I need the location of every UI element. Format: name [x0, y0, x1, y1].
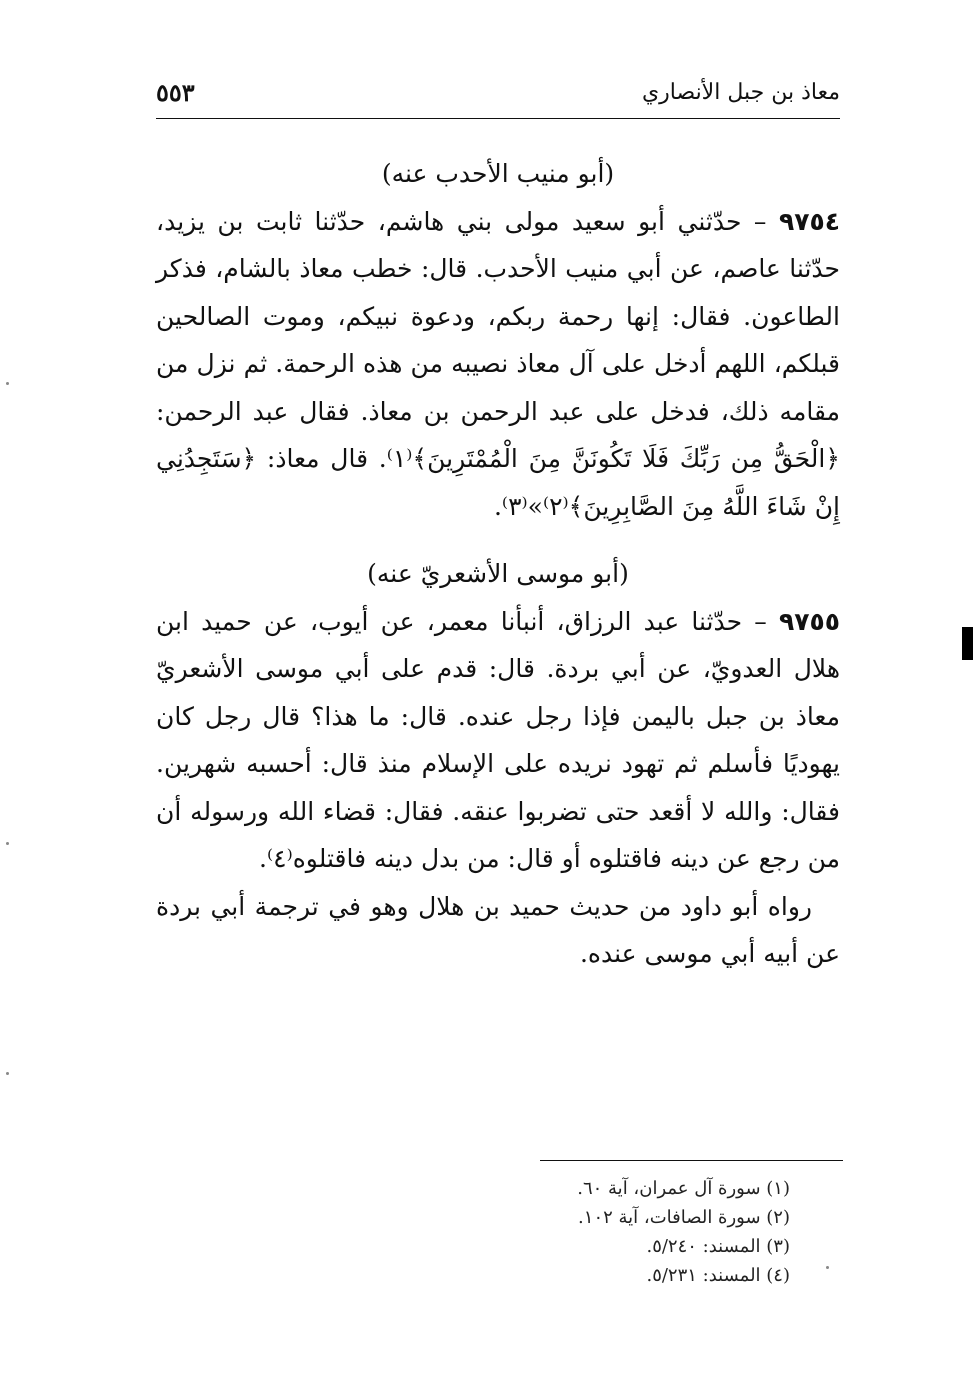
hadith-number: ٩٧٥٥ — [778, 606, 840, 636]
main-text — [156, 150, 840, 978]
scan-speck — [6, 1072, 9, 1075]
scan-speck — [6, 842, 9, 845]
footnote-separator — [540, 1160, 843, 1161]
footnote: (١) سورة آل عمران، آية ٦٠. — [577, 1178, 790, 1199]
closing-paragraph: رواه أبو داود من حديث حميد بن هلال وهو في ترجمة أبي بردة عن أبيه أبي موسى عنده. — [156, 891, 840, 968]
footnote: (٤) المسند: ٥/٢٣١. — [646, 1265, 790, 1286]
page-number: ٥٥٣ — [156, 78, 195, 107]
margin-marker — [962, 627, 973, 660]
running-header — [156, 74, 840, 119]
scan-speck — [6, 382, 9, 385]
header-title: معاذ بن جبل الأنصاري — [641, 80, 840, 105]
footnotes — [400, 1174, 790, 1290]
hadith-paragraph — [156, 198, 840, 531]
footnote: (٣) المسند: ٥/٢٤٠. — [646, 1236, 790, 1257]
scan-speck — [826, 1266, 829, 1269]
footnote: (٢) سورة الصافات، آية ١٠٢. — [578, 1207, 790, 1228]
section-heading: (أبو موسى الأشعريّ عنه) — [367, 559, 629, 588]
hadith-paragraph — [156, 598, 840, 883]
hadith-number: ٩٧٥٤ — [778, 206, 840, 236]
hadith-text: – حدّثنا عبد الرزاق، أنبأنا معمر، عن أيوب، عن حميد ابن هلال العدويّ، عن أبي بردة. قال: قدم على أبي موسى الأشعريّ معاذ بن جبل باليمن فإذا رجل عنده. قال: ما هذا؟ قال رجل كان يهوديًا فأسلم ثم تهود نريده على الإسلام منذ قال: أحسبه شهرين. فقال: والله لا أقعد حتى تضربوا عنقه. فقال: قضاء الله ورسوله أن من رجع عن دينه فاقتلوه أو قال: من بدل دينه فاقتلوه⁽٤⁾. — [156, 606, 840, 873]
section-heading: (أبو منيب الأحدب عنه) — [381, 159, 615, 188]
hadith-text: – حدّثني أبو سعيد مولى بني هاشم، حدّثنا ثابت بن يزيد، حدّثنا عاصم، عن أبي منيب الأحدب. قال: خطب معاذ بالشام، فذكر الطاعون. فقال: إنها رحمة ربكم، ودعوة نبيكم، وموت الصالحين قبلكم، اللهم أدخل على آل معاذ نصيبه من هذه الرحمة. ثم نزل من مقامه ذلك، فدخل على عبد الرحمن بن معاذ. فقال عبد الرحمن: ﴿الْحَقُّ مِن رَبِّكَ فَلَا تَكُونَنَّ مِنَ الْمُمْتَرِينَ﴾⁽١⁾. قال معاذ: ﴿سَتَجِدُنِي إِنْ شَاءَ اللَّهُ مِنَ الصَّابِرِينَ﴾⁽٢⁾»⁽٣⁾. — [156, 206, 840, 521]
